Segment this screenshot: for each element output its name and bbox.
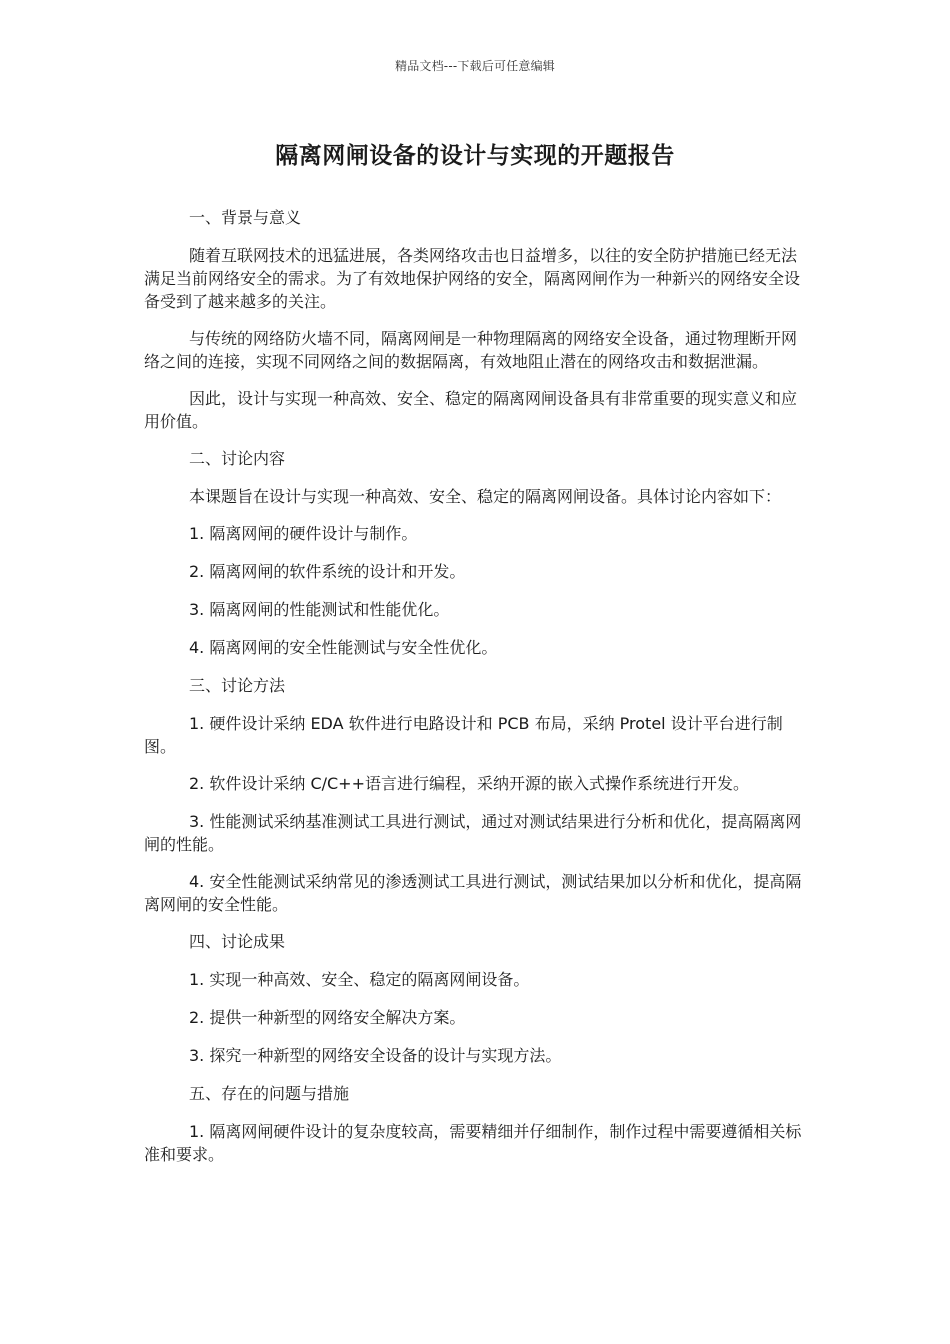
section-heading-background: 一、背景与意义 [189, 208, 302, 227]
list-item: 1. 隔离网闸硬件设计的复杂度较高，需要精细并仔细制作，制作过程中需要遵循相关标准和要求。 [144, 1122, 802, 1164]
document-title: 隔离网闸设备的设计与实现的开题报告 [275, 143, 675, 169]
body-paragraph: 与传统的网络防火墙不同，隔离网闸是一种物理隔离的网络安全设备，通过物理断开网络之间的连接，实现不同网络之间的数据隔离，有效地阻止潜在的网络攻击和数据泄漏。 [144, 329, 798, 371]
body-paragraph: 因此，设计与实现一种高效、安全、稳定的隔离网闸设备具有非常重要的现实意义和应用价值。 [144, 389, 798, 431]
list-item: 3. 探究一种新型的网络安全设备的设计与实现方法。 [189, 1046, 562, 1065]
list-item: 1. 隔离网闸的硬件设计与制作。 [189, 524, 418, 543]
list-item: 1. 实现一种高效、安全、稳定的隔离网闸设备。 [189, 970, 530, 989]
section-heading-results: 四、讨论成果 [189, 932, 286, 951]
section-heading-issues: 五、存在的问题与措施 [189, 1084, 350, 1103]
list-item: 1. 硬件设计采纳 EDA 软件进行电路设计和 PCB 布局，采纳 Protel 设计平台进行制图。 [144, 714, 783, 756]
section-heading-method: 三、讨论方法 [189, 676, 286, 695]
running-header: 精品文档---下载后可任意编辑 [395, 59, 555, 73]
body-paragraph: 随着互联网技术的迅猛进展，各类网络攻击也日益增多，以往的安全防护措施已经无法满足当前网络安全的需求。为了有效地保护网络的安全，隔离网闸作为一种新兴的网络安全设备受到了越来越多的关注。 [144, 246, 801, 311]
document-body [144, 206, 806, 1180]
list-item: 2. 软件设计采纳 C/C++语言进行编程，采纳开源的嵌入式操作系统进行开发。 [189, 774, 749, 793]
list-item: 4. 隔离网闸的安全性能测试与安全性优化。 [189, 638, 498, 657]
section-heading-content: 二、讨论内容 [189, 449, 286, 468]
list-item: 2. 隔离网闸的软件系统的设计和开发。 [189, 562, 466, 581]
body-paragraph: 本课题旨在设计与实现一种高效、安全、稳定的隔离网闸设备。具体讨论内容如下： [189, 487, 782, 506]
list-item: 4. 安全性能测试采纳常见的渗透测试工具进行测试，测试结果加以分析和优化，提高隔离网闸的安全性能。 [144, 872, 802, 914]
list-item: 3. 性能测试采纳基准测试工具进行测试，通过对测试结果进行分析和优化，提高隔离网闸的性能。 [144, 812, 802, 854]
list-item: 2. 提供一种新型的网络安全解决方案。 [189, 1008, 466, 1027]
list-item: 3. 隔离网闸的性能测试和性能优化。 [189, 600, 450, 619]
